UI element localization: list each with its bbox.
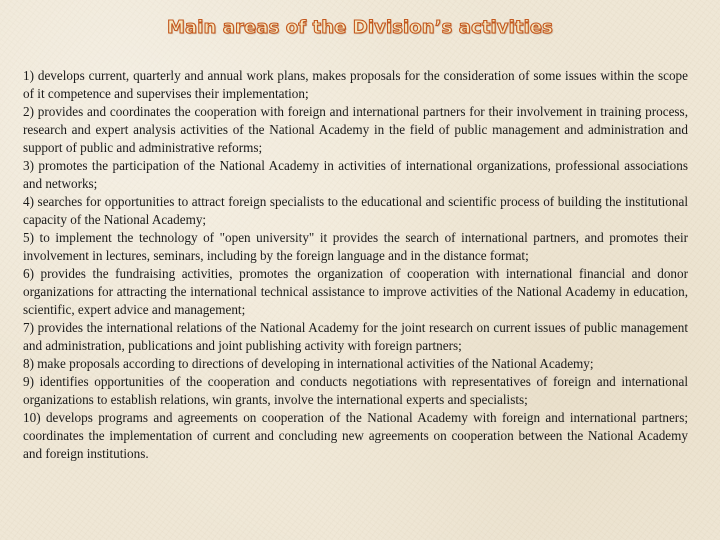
list-item: 9) identifies opportunities of the cooperation and conducts negotiations with representatives of foreign and international organizations to establish relations, win grants, involve the international experts and specialists;	[23, 374, 688, 407]
list-item: 5) to implement the technology of "open university" it provides the search of international partners, and promotes their involvement in lectures, seminars, including by the foreign language and in the distance format;	[23, 230, 688, 263]
list-item: 8) make proposals according to directions of developing in international activities of the National Academy;	[23, 356, 594, 371]
list-item: 2) provides and coordinates the cooperation with foreign and international partners for their involvement in training process, research and expert analysis activities of the National Academy in the field of public management and administration and support of public and administrative reforms;	[23, 104, 688, 155]
list-item: 1) develops current, quarterly and annual work plans, makes proposals for the consideration of some issues within the scope of it competence and supervises their implementation;	[23, 68, 688, 101]
list-item: 6) provides the fundraising activities, promotes the organization of cooperation with international financial and donor organizations for attracting the international technical assistance to improve activities of the National Academy in education, scientific, expert advice and management;	[23, 266, 688, 317]
list-item: 10) develops programs and agreements on cooperation of the National Academy with foreign and international partners; coordinates the implementation of current and concluding new agreements on cooperation between the National Academy and foreign institutions.	[23, 410, 688, 461]
slide-title: Main areas of the Division’s activities	[166, 17, 553, 38]
list-item: 3) promotes the participation of the National Academy in activities of international organizations, professional associations and networks;	[23, 158, 688, 191]
list-item: 7) provides the international relations of the National Academy for the joint research on current issues of public management and administration, publications and joint publishing activity with foreign partners;	[23, 320, 688, 353]
activities-list	[23, 67, 688, 463]
list-item: 4) searches for opportunities to attract foreign specialists to the educational and scientific process of building the institutional capacity of the National Academy;	[23, 194, 688, 227]
